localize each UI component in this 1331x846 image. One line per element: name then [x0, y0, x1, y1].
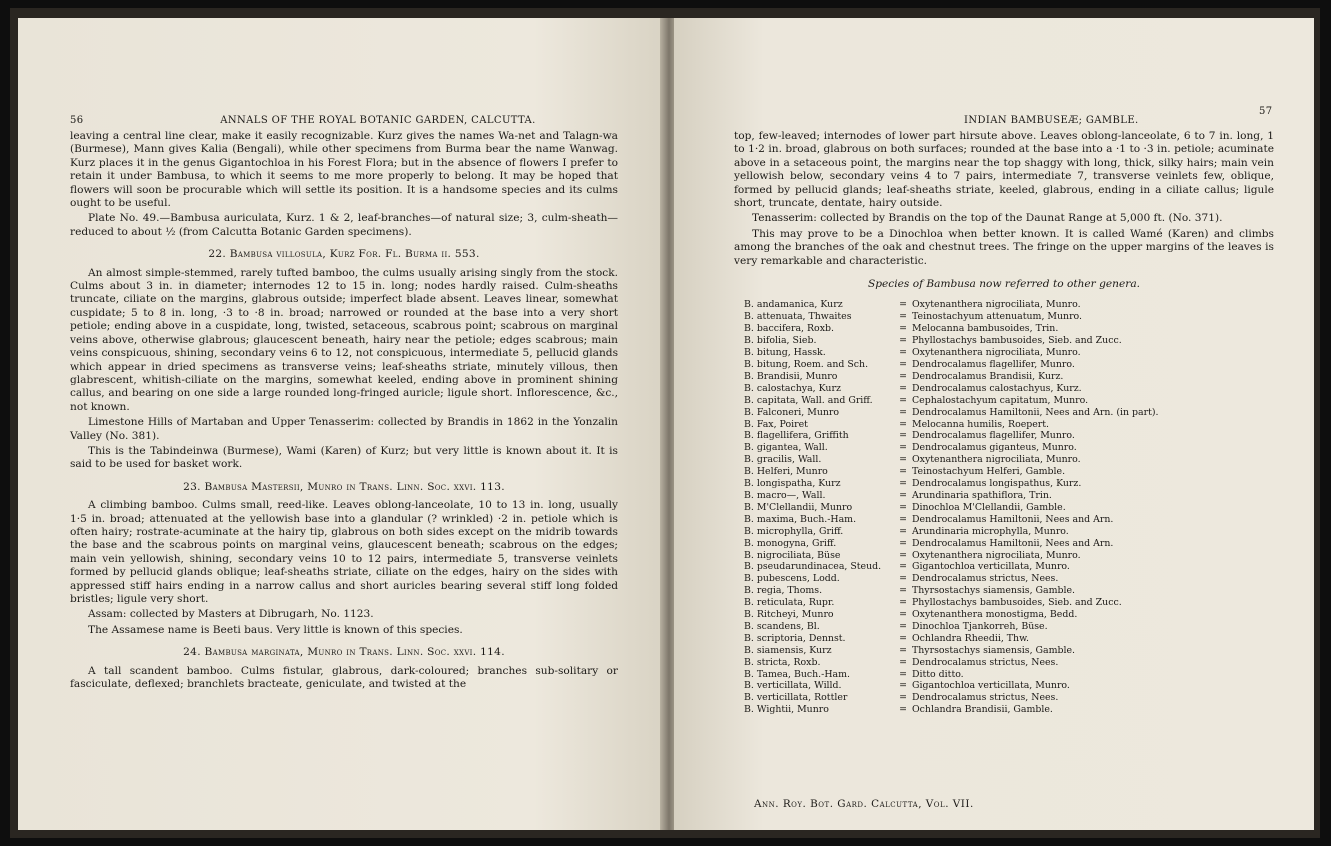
table-row: [744, 466, 1159, 478]
table-row: [744, 692, 1159, 704]
table-row: [744, 311, 1159, 323]
species-heading-22: 22. Bambusa villosula, Kurz For. Fl. Burma ii. 553.: [208, 248, 480, 261]
equals-sign: =: [899, 489, 907, 501]
old-name-cell: B. Ritcheyi, Munro: [744, 609, 834, 621]
species-note-22: This is the Tabindeinwa (Burmese), Wami (Karen) of Kurz; but very little is known about it. It is said to be used for basket work.: [70, 444, 618, 471]
continuation-paragraph: top, few-leaved; internodes of lower part hirsute above. Leaves oblong-lanceolate, 6 to 7 in. long, 1 to 1·2 in. broad, glabrous on both surfaces; rounded at the base into a ·1 to ·3 in. petiole; acuminate above in a setaceous point, the margins near the top shaggy with long, thick, silky hairs; main vein yellowish below, secondary veins 4 to 7 pairs, intermediate 7, transverse veinlets few, oblique, formed by pellucid glands; leaf-sheaths striate, keeled, glabrous, ending in a ciliate callus; ligule short, truncate, dentate, hairy outside.: [734, 130, 1274, 210]
table-row: [744, 299, 1159, 311]
species-locality-23: Assam: collected by Masters at Dibrugarh, No. 1123.: [88, 608, 374, 621]
new-name-cell: Oxytenanthera nigrociliata, Munro.: [912, 299, 1081, 311]
old-name-cell: B. Brandisii, Munro: [744, 370, 838, 382]
table-row: [744, 561, 1159, 573]
equals-sign: =: [899, 632, 907, 644]
species-heading-23: 23. Bambusa Mastersii, Munro in Trans. Linn. Soc. xxvi. 113.: [183, 480, 505, 493]
new-name-cell: Dendrocalamus longispathus, Kurz.: [912, 478, 1082, 490]
table-row: [744, 383, 1159, 395]
new-name-cell: Dendrocalamus giganteus, Munro.: [912, 442, 1077, 454]
equals-sign: =: [899, 335, 907, 347]
table-row: [744, 550, 1159, 562]
new-name-cell: Gigantochloa verticillata, Munro.: [912, 680, 1070, 692]
table-row: [744, 359, 1159, 371]
species-note: This may prove to be a Dinochloa when better known. It is called Wamé (Karen) and climbs among the branches of the oak and chestnut trees. The fringe on the upper margins of the leaves is very remarkable and characteristic.: [734, 227, 1274, 267]
equals-sign: =: [899, 347, 907, 359]
table-row: [744, 645, 1159, 657]
table-row: [744, 371, 1159, 383]
table-row: [744, 347, 1159, 359]
new-name-cell: Oxytenanthera nigrociliata, Munro.: [912, 549, 1081, 561]
table-row: [744, 680, 1159, 692]
old-name-cell: B. scriptoria, Dennst.: [744, 632, 846, 644]
old-name-cell: B. calostachya, Kurz: [744, 382, 841, 394]
page-number: 56: [70, 115, 84, 126]
equals-sign: =: [899, 454, 907, 466]
equals-sign: =: [899, 442, 907, 454]
old-name-cell: B. attenuata, Thwaites: [744, 311, 852, 323]
page-number: 57: [1259, 106, 1273, 117]
new-name-cell: Melocanna humilis, Roepert.: [912, 418, 1050, 430]
old-name-cell: B. bitung, Hassk.: [744, 347, 826, 359]
equals-sign: =: [899, 323, 907, 335]
species-description-22: An almost simple-stemmed, rarely tufted bamboo, the culms usually arising singly from the stock. Culms about 3 in. in diameter; internodes 12 to 15 in. long; nodes hardly raised. Culm-sheaths truncate, ciliate on the margins, glabrous outside; imperfect blade absent. Leaves linear, somewhat cuspidate; 5 to 8 in. long, ·3 to ·8 in. broad; narrowed or rounded at the base into a very short petiole; ending above in a cuspidate, long, twisted, setaceous, scabrous point; scabrous on marginal veins above, otherwise glabrous; glaucescent beneath, hairy near the petiole; edges scabrous; main veins conspicuous, shining, secondary veins 6 to 12, not conspicuous, intermediate 5, pellucid glands which appear in dried specimens as transverse veins; leaf-sheaths striate, minutely villous, then glabrescent, whitish-ciliate on the margins, somewhat keeled, ending above in prominent shining callus, and bearing on one side a large rounded long-fringed auricle; ligule short. Inflorescence, &c., not known.: [70, 266, 618, 413]
species-note-23: The Assamese name is Beeti baus. Very little is known of this species.: [88, 623, 463, 636]
equals-sign: =: [899, 406, 907, 418]
new-name-cell: Teinostachyum Helferi, Gamble.: [912, 466, 1066, 478]
old-name-cell: B. microphylla, Griff.: [744, 525, 844, 537]
new-name-cell: Dendrocalamus Hamiltonii, Nees and Arn.: [912, 537, 1114, 549]
new-name-cell: Ochlandra Rheedii, Thw.: [912, 632, 1029, 644]
equals-sign: =: [899, 382, 907, 394]
new-name-cell: Dendrocalamus strictus, Nees.: [912, 656, 1059, 668]
equals-sign: =: [899, 513, 907, 525]
book-spread: [10, 8, 1320, 838]
species-locality-22: Limestone Hills of Martaban and Upper Tenasserim: collected by Brandis in 1862 in the Yonzalin Valley (No. 381).: [70, 416, 618, 442]
old-name-cell: B. pseudarundinacea, Steud.: [744, 561, 882, 573]
left-page: [18, 18, 663, 830]
old-name-cell: B. andamanica, Kurz: [744, 299, 843, 311]
new-name-cell: Dendrocalamus strictus, Nees.: [912, 692, 1059, 704]
table-row: [744, 442, 1159, 454]
old-name-cell: B. flagellifera, Griffith: [744, 430, 849, 442]
plate-caption: Plate No. 49.—Bambusa auriculata, Kurz. 1 & 2, leaf-branches—of natural size; 3, culm-sheath—reduced to about ½ (from Calcutta Botanic Garden specimens).: [70, 212, 618, 238]
species-description-24: A tall scandent bamboo. Culms fistular, glabrous, dark-coloured; branches sub-solitary or fasciculate, deflexed; branchlets bracteate, geniculate, and twisted at the: [70, 664, 618, 691]
table-row: [744, 395, 1159, 407]
old-name-cell: B. longispatha, Kurz: [744, 478, 841, 490]
equals-sign: =: [899, 620, 907, 632]
equals-sign: =: [899, 394, 907, 406]
species-locality: Tenasserim: collected by Brandis on the top of the Daunat Range at 5,000 ft. (No. 371).: [752, 212, 1223, 225]
table-row: [744, 526, 1159, 538]
right-page-body: [734, 130, 1274, 716]
table-row: [744, 597, 1159, 609]
old-name-cell: B. baccifera, Roxb.: [744, 323, 834, 335]
new-name-cell: Oxytenanthera nigrociliata, Munro.: [912, 347, 1081, 359]
table-row: [744, 454, 1159, 466]
equals-sign: =: [899, 656, 907, 668]
table-row: [744, 573, 1159, 585]
equals-sign: =: [899, 430, 907, 442]
old-name-cell: B. Fax, Poiret: [744, 418, 808, 430]
new-name-cell: Ochlandra Brandisii, Gamble.: [912, 704, 1053, 716]
old-name-cell: B. gracilis, Wall.: [744, 454, 822, 466]
old-name-cell: B. Wightii, Munro: [744, 704, 829, 716]
equals-sign: =: [899, 299, 907, 311]
equals-sign: =: [899, 525, 907, 537]
equals-sign: =: [899, 549, 907, 561]
new-name-cell: Ditto ditto.: [912, 668, 964, 680]
left-page-body: [70, 130, 618, 693]
new-name-cell: Oxytenanthera nigrociliata, Munro.: [912, 454, 1081, 466]
equals-sign: =: [899, 359, 907, 370]
new-name-cell: Thyrsostachys siamensis, Gamble.: [912, 644, 1076, 656]
old-name-cell: B. monogyna, Griff.: [744, 537, 837, 549]
table-row: [744, 514, 1159, 526]
old-name-cell: B. gigantea, Wall.: [744, 442, 828, 454]
old-name-cell: B. Falconeri, Munro: [744, 406, 840, 418]
old-name-cell: B. M'Clellandii, Munro: [744, 501, 853, 513]
equals-sign: =: [899, 704, 907, 716]
equals-sign: =: [899, 680, 907, 692]
equals-sign: =: [899, 573, 907, 585]
running-head: ANNALS OF THE ROYAL BOTANIC GARDEN, CALCUTTA.: [220, 115, 536, 126]
table-row: [744, 609, 1159, 621]
new-name-cell: Cephalostachyum capitatum, Munro.: [912, 394, 1089, 406]
table-row: [744, 502, 1159, 514]
new-name-cell: Arundinaria microphylla, Munro.: [912, 525, 1069, 537]
equals-sign: =: [899, 597, 907, 609]
equals-sign: =: [899, 585, 907, 597]
old-name-cell: B. bitung, Roem. and Sch.: [744, 359, 869, 370]
old-name-cell: B. verticillata, Willd.: [744, 680, 842, 692]
old-name-cell: B. macro—, Wall.: [744, 489, 826, 501]
old-name-cell: B. verticillata, Rottler: [744, 692, 848, 704]
equals-sign: =: [899, 501, 907, 513]
new-name-cell: Oxytenanthera monostigma, Bedd.: [912, 609, 1078, 621]
right-page: [674, 18, 1314, 830]
equals-sign: =: [899, 692, 907, 704]
old-name-cell: B. regia, Thoms.: [744, 585, 823, 597]
new-name-cell: Dendrocalamus calostachyus, Kurz.: [912, 382, 1082, 394]
plate-footer: Ann. Roy. Bot. Gard. Calcutta, Vol. VII.: [754, 798, 974, 810]
new-name-cell: Dendrocalamus strictus, Nees.: [912, 573, 1059, 585]
table-row: [744, 669, 1159, 681]
equals-sign: =: [899, 644, 907, 656]
equals-sign: =: [899, 609, 907, 621]
species-heading-24: 24. Bambusa marginata, Munro in Trans. Linn. Soc. xxvi. 114.: [183, 646, 505, 659]
equals-sign: =: [899, 478, 907, 490]
running-head: INDIAN BAMBUSEÆ; GAMBLE.: [964, 115, 1139, 126]
new-name-cell: Melocanna bambusoides, Trin.: [912, 323, 1059, 335]
old-name-cell: B. scandens, Bl.: [744, 620, 820, 632]
equals-sign: =: [899, 561, 907, 573]
old-name-cell: B. nigrociliata, Büse: [744, 549, 841, 561]
table-caption: Species of Bambusa now referred to other genera.: [868, 278, 1140, 291]
equals-sign: =: [899, 311, 907, 323]
table-row: [744, 478, 1159, 490]
species-description-23: A climbing bamboo. Culms small, reed-like. Leaves oblong-lanceolate, 10 to 13 in. long, usually 1·5 in. broad; attenuated at the yellowish base into a glandular (? wrinkled) ·2 in. petiole which is often hairy; rostrate-acuminate at the hairy tip, glabrous on both sides except on the midrib towards the base and the scabrous points on marginal veins, glaucescent beneath; scabrous on the edges; main vein yellowish, shining, secondary veins 10 to 12 pairs, intermediate 5, transverse veinlets formed by pellucid glands oblique; leaf-sheaths striate, ciliate on the edges, hairy on the sides with appressed stiff hairs ending in a narrow callus and short auricles bearing several stiff long folded bristles; ligule very short.: [70, 499, 618, 605]
equals-sign: =: [899, 418, 907, 430]
table-row: [744, 621, 1159, 633]
old-name-cell: B. reticulata, Rupr.: [744, 597, 835, 609]
old-name-cell: B. Tamea, Buch.-Ham.: [744, 668, 850, 680]
table-row: [744, 490, 1159, 502]
new-name-cell: Phyllostachys bambusoides, Sieb. and Zucc.: [912, 597, 1122, 609]
table-row: [744, 585, 1159, 597]
new-name-cell: Dinochloa M'Clellandii, Gamble.: [912, 501, 1066, 513]
table-row: [744, 538, 1159, 550]
new-name-cell: Dendrocalamus Hamiltonii, Nees and Arn. (in part).: [912, 406, 1159, 418]
new-name-cell: Arundinaria spathiflora, Trin.: [912, 489, 1052, 501]
equals-sign: =: [899, 466, 907, 478]
old-name-cell: B. capitata, Wall. and Griff.: [744, 394, 873, 406]
old-name-cell: B. bifolia, Sieb.: [744, 335, 817, 347]
new-name-cell: Dendrocalamus Hamiltonii, Nees and Arn.: [912, 513, 1114, 525]
old-name-cell: B. Helferi, Munro: [744, 466, 828, 478]
table-row: [744, 419, 1159, 431]
table-row: [744, 657, 1159, 669]
old-name-cell: B. maxima, Buch.-Ham.: [744, 513, 857, 525]
new-name-cell: Phyllostachys bambusoides, Sieb. and Zucc.: [912, 335, 1122, 347]
equals-sign: =: [899, 668, 907, 680]
new-name-cell: Dendrocalamus Brandisii, Kurz.: [912, 370, 1064, 382]
new-name-cell: Dendrocalamus flagellifer, Munro.: [912, 430, 1075, 442]
old-name-cell: B. pubescens, Lodd.: [744, 573, 840, 585]
table-row: [744, 335, 1159, 347]
new-name-cell: Gigantochloa verticillata, Munro.: [912, 561, 1070, 573]
new-name-cell: Thyrsostachys siamensis, Gamble.: [912, 585, 1076, 597]
table-row: [744, 704, 1159, 716]
equals-sign: =: [899, 370, 907, 382]
synonym-table: [744, 299, 1159, 716]
table-row: [744, 633, 1159, 645]
table-row: [744, 430, 1159, 442]
table-row: [744, 407, 1159, 419]
new-name-cell: Dendrocalamus flagellifer, Munro.: [912, 359, 1075, 370]
old-name-cell: B. siamensis, Kurz: [744, 644, 832, 656]
continuation-paragraph: leaving a central line clear, make it easily recognizable. Kurz gives the names Wa-net and Talagn-wa (Burmese), Mann gives Kalia (Bengali), while other specimens from Burma bear the name Wanwag. Kurz places it in the genus Gigantochloa in his Forest Flora; but in the absence of flowers I prefer to retain it under Bambusa, to which it seems to me more properly to belong. It may be hoped that flowers will soon be procurable which will settle its position. It is a handsome species and its culms ought to be useful.: [70, 130, 618, 210]
equals-sign: =: [899, 537, 907, 549]
old-name-cell: B. stricta, Roxb.: [744, 656, 821, 668]
new-name-cell: Dinochloa Tjankorreh, Büse.: [912, 620, 1048, 632]
table-row: [744, 323, 1159, 335]
new-name-cell: Teinostachyum attenuatum, Munro.: [912, 311, 1083, 323]
